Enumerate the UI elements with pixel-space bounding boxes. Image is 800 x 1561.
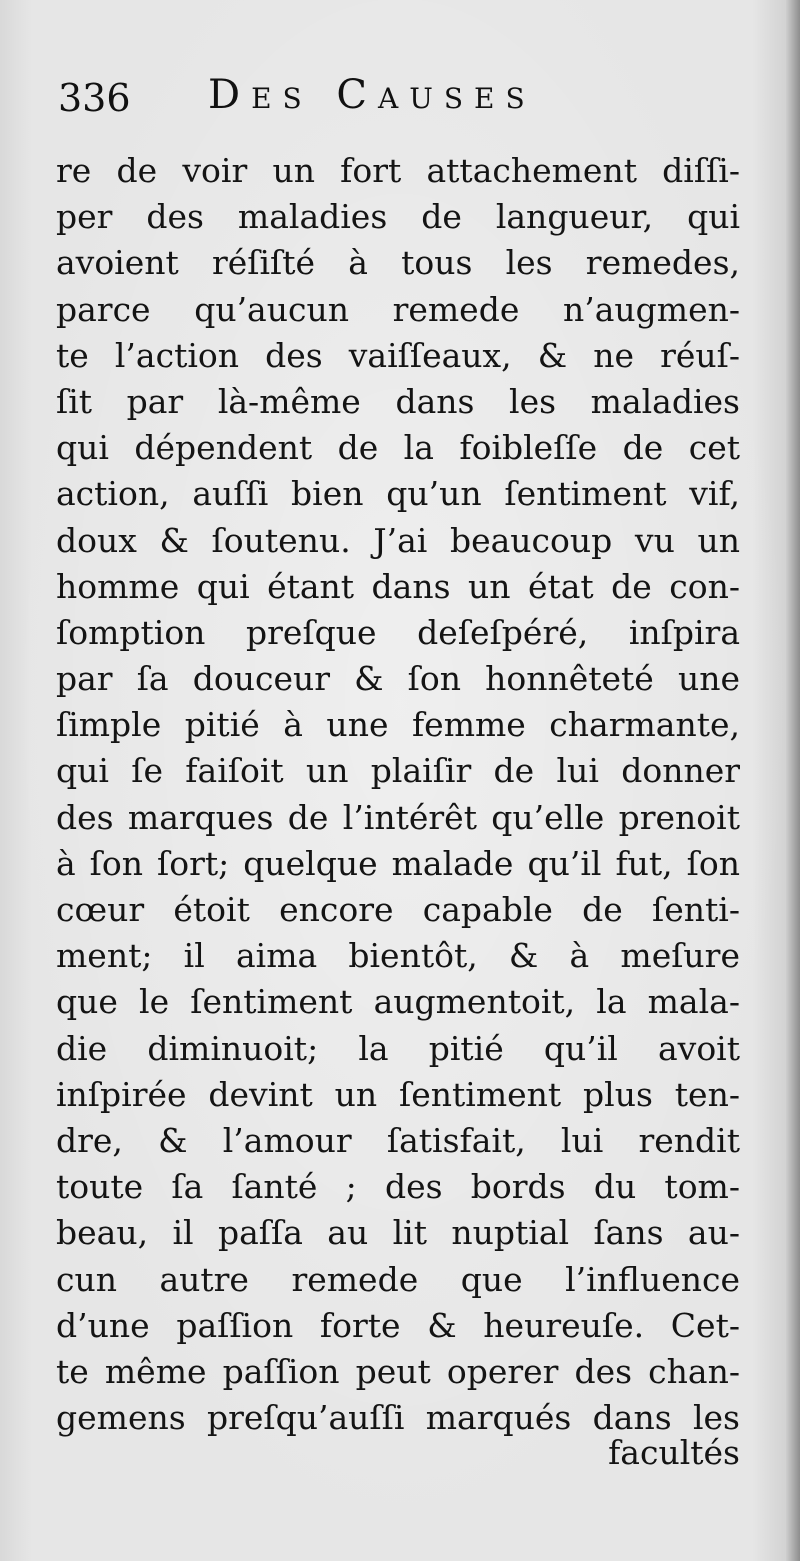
- running-title: Des Causes: [208, 72, 536, 118]
- page-header: [58, 72, 748, 132]
- page-edge-shadow: [786, 0, 800, 1561]
- text-line: inſpirée devint un ſentiment plus ten-: [56, 1074, 740, 1114]
- text-line: ment; il aima bientôt, & à meſure: [56, 936, 740, 976]
- text-line: cœur étoit encore capable de ſenti-: [56, 890, 740, 929]
- text-line: homme qui étant dans un état de con-: [56, 566, 740, 606]
- text-line: gemens preſqu’auſſi marqués dans les: [56, 1398, 740, 1438]
- catchword: facultés: [608, 1433, 740, 1472]
- text-line: ſomption preſque deſeſpéré, inſpira: [56, 612, 740, 652]
- text-line: beau, il paſſa au lit nuptial ſans au-: [56, 1213, 740, 1253]
- text-line: toute ſa ſanté ; des bords du tom-: [56, 1167, 740, 1207]
- text-line: action, auſſi bien qu’un ſentiment vif,: [56, 474, 740, 514]
- text-line: ſit par là-même dans les maladies: [56, 381, 740, 421]
- text-line: à ſon ſort; quelque malade qu’il fut, ſon: [56, 843, 740, 883]
- text-line: parce qu’aucun remede n’augmen-: [56, 289, 740, 329]
- text-line: die diminuoit; la pitié qu’il avoit: [56, 1028, 740, 1068]
- body-text: [56, 148, 740, 1441]
- text-line: des marques de l’intérêt qu’elle prenoit: [56, 797, 740, 837]
- text-line: avoient réſiſté à tous les remedes,: [56, 243, 740, 283]
- text-line: qui ſe faiſoit un plaiſir de lui donner: [56, 751, 740, 791]
- text-line: qui dépendent de la foibleſſe de cet: [56, 428, 740, 468]
- text-line: te même paſſion peut operer des chan-: [56, 1351, 740, 1391]
- text-line: re de voir un fort attachement diſſi-: [56, 151, 740, 190]
- page-number: 336: [58, 76, 131, 120]
- text-line: cun autre remede que l’influence: [56, 1259, 740, 1299]
- text-line: ſimple pitié à une femme charmante,: [56, 705, 740, 745]
- text-line: par ſa douceur & ſon honnêteté une: [56, 659, 740, 699]
- text-line: d’une paſſion forte & heureuſe. Cet-: [56, 1305, 740, 1345]
- text-line: doux & ſoutenu. J’ai beaucoup vu un: [56, 520, 740, 560]
- text-line: per des maladies de langueur, qui: [56, 197, 740, 237]
- text-line: dre, & l’amour ſatisfait, lui rendit: [56, 1120, 740, 1160]
- text-line: que le ſentiment augmentoit, la mala-: [56, 982, 740, 1022]
- text-line: te l’action des vaiſſeaux, & ne réuſ-: [56, 335, 740, 375]
